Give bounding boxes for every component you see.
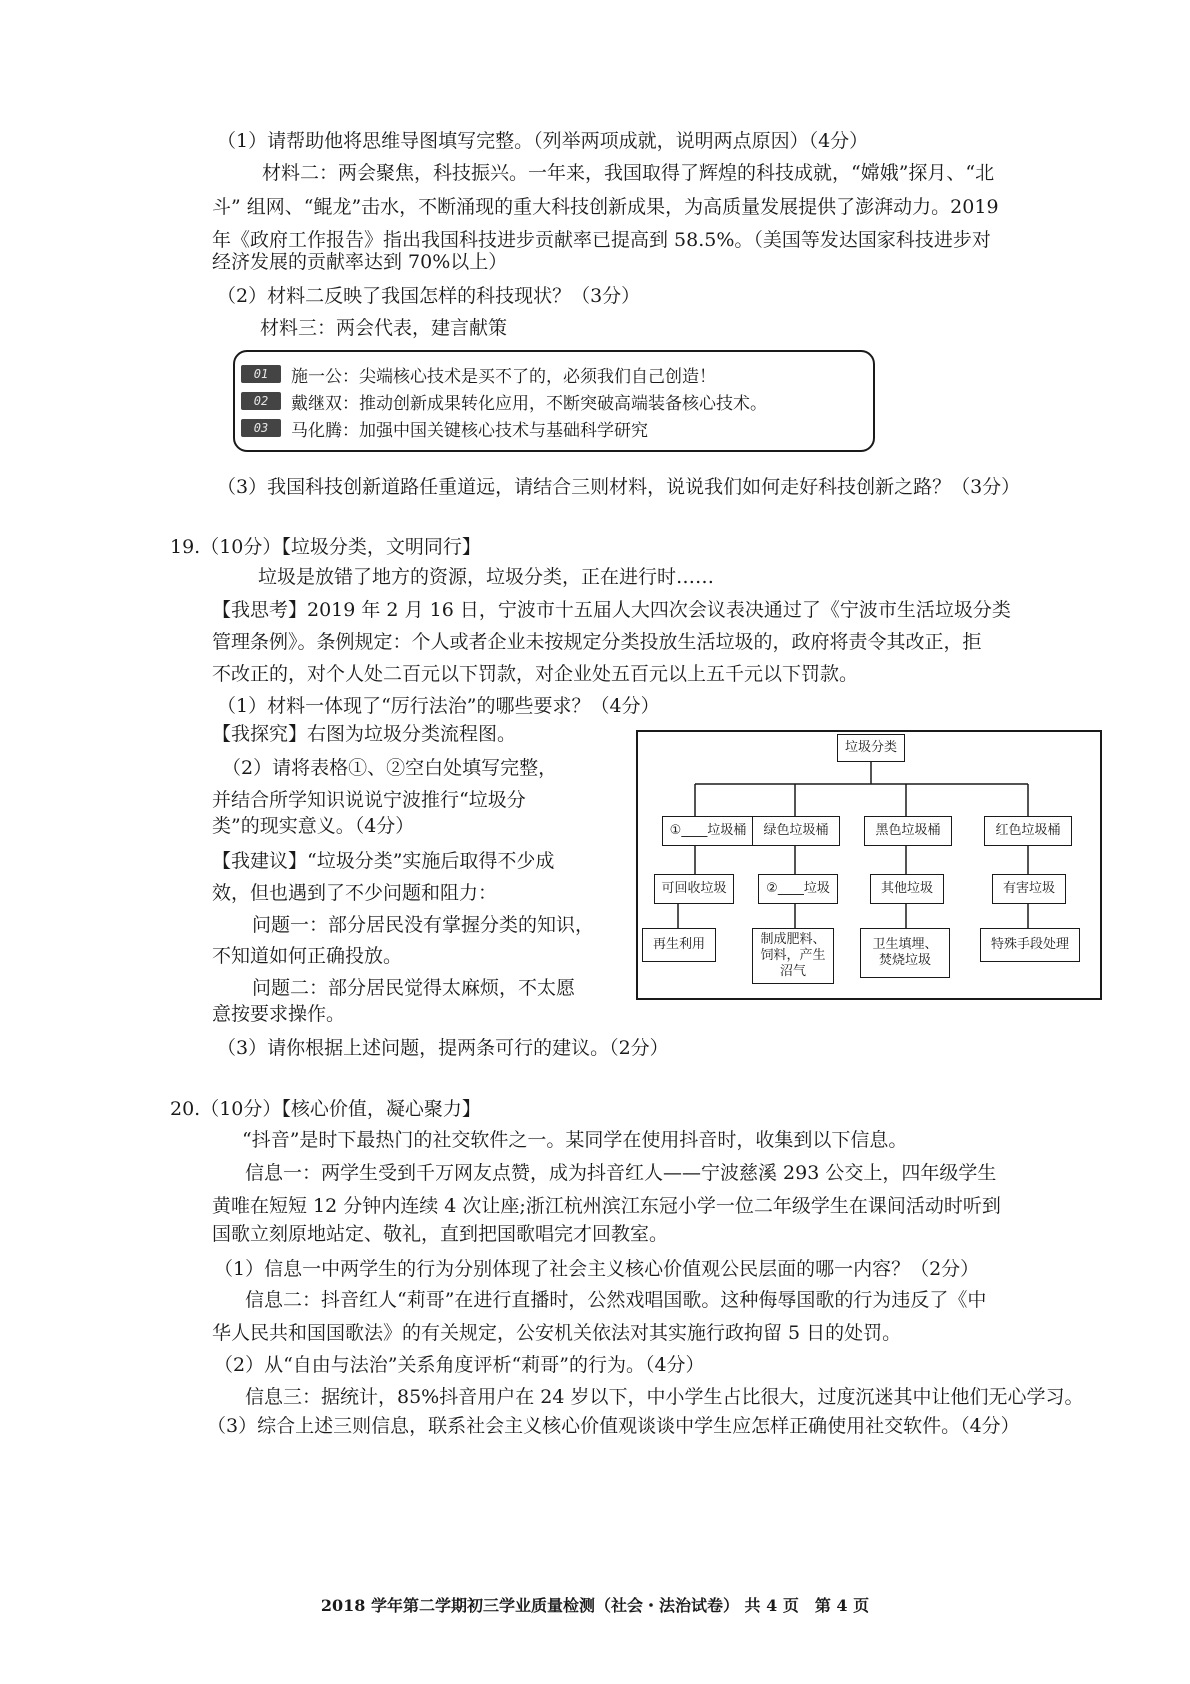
q20-info1-line1: 信息一：两学生受到千万网友点赞，成为抖音红人——宁波慈溪 293 公交上，四年级学生	[245, 1162, 997, 1184]
q20-info1-line3: 国歌立刻原地站定、敬礼，直到把国歌唱完才回教室。	[212, 1223, 669, 1245]
q19-think-line1: 【我思考】2019 年 2 月 16 日，宁波市十五届人大四次会议表决通过了《宁波市生活垃圾分类	[212, 599, 1011, 621]
q19-suggest-line1: 【我建议】“垃圾分类”实施后取得不少成	[212, 850, 555, 872]
flow-type-other: 其他垃圾	[870, 874, 944, 904]
flow-use-compost: 制成肥料、饲料，产生沼气	[752, 928, 834, 984]
flow-use-landfill: 卫生填埋、焚烧垃圾	[860, 928, 950, 978]
flow-bin-black: 黑色垃圾桶	[864, 816, 952, 846]
q18-material2-line1: 材料二：两会聚焦，科技振兴。一年来，我国取得了辉煌的科技成就，“嫦娥”探月、“北	[262, 162, 995, 184]
quote-text: 马化腾：加强中国关键核心技术与基础科学研究	[291, 420, 648, 441]
q18-sub2: （2）材料二反映了我国怎样的科技现状？（3分）	[217, 285, 641, 307]
quote-row	[241, 388, 767, 414]
number-badge: 02	[241, 392, 281, 410]
page-footer: 2018 学年第二学期初三学业质量检测（社会・法治试卷） 共 4 页 第 4 页	[320, 1596, 870, 1615]
q18-material3-title: 材料三：两会代表，建言献策	[260, 317, 508, 339]
q20-info2-line2: 华人民共和国国歌法》的有关规定，公安机关依法对其实施行政拘留 5 日的处罚。	[212, 1322, 902, 1344]
q18-material2-line4: 经济发展的贡献率达到 70%以上）	[212, 251, 508, 273]
flow-root: 垃圾分类	[837, 734, 905, 762]
q19-sub3: （3）请你根据上述问题，提两条可行的建议。（2分）	[217, 1037, 669, 1059]
number-badge: 01	[241, 365, 281, 383]
q18-sub1: （1）请帮助他将思维导图填写完整。（列举两项成就，说明两点原因）（4分）	[217, 130, 869, 152]
q19-problem1-line1: 问题一：部分居民没有掌握分类的知识，	[252, 914, 595, 936]
flow-use-recycle: 再生利用	[642, 928, 716, 962]
q20-info3: 信息三：据统计，85%抖音用户在 24 岁以下，中小学生占比很大，过度沉迷其中让他们无心学习。	[245, 1386, 1084, 1408]
q19-suggest-line2: 效，但也遇到了不少问题和阻力：	[212, 882, 498, 904]
q19-intro: 垃圾是放错了地方的资源，垃圾分类，正在进行时……	[258, 566, 715, 588]
q19-problem2-line1: 问题二：部分居民觉得太麻烦，不太愿	[252, 977, 576, 999]
flow-type-recyclable: 可回收垃圾	[654, 874, 734, 904]
quote-box	[233, 350, 875, 452]
flow-bin-green: 绿色垃圾桶	[752, 816, 840, 846]
q20-sub3: （3）综合上述三则信息，联系社会主义核心价值观谈谈中学生应怎样正确使用社交软件。（4分）	[207, 1415, 1020, 1437]
flow-bin-red: 红色垃圾桶	[984, 816, 1072, 846]
q19-heading: 19.（10分）【垃圾分类，文明同行】	[170, 536, 481, 558]
q20-sub2: （2）从“自由与法治”关系角度评析“莉哥”的行为。（4分）	[214, 1354, 705, 1376]
flow-bin-1: ①____垃圾桶	[662, 816, 754, 846]
q19-sub2-line1: （2）请将表格①、②空白处填写完整，	[222, 757, 558, 779]
q19-think-line3: 不改正的，对个人处二百元以下罚款，对企业处五百元以上五千元以下罚款。	[212, 663, 859, 685]
q19-think-line2: 管理条例》。条例规定：个人或者企业未按规定分类投放生活垃圾的，政府将责令其改正，拒	[212, 631, 982, 653]
q18-material2-line2: 斗” 组网、“鲲龙”击水，不断涌现的重大科技创新成果，为高质量发展提供了澎湃动力。2019	[212, 196, 999, 218]
q19-sub1: （1）材料一体现了“厉行法治”的哪些要求？（4分）	[217, 695, 660, 717]
quote-row	[241, 361, 716, 387]
q20-info2-line1: 信息二：抖音红人“莉哥”在进行直播时，公然戏唱国歌。这种侮辱国歌的行为违反了《中	[245, 1289, 987, 1311]
q18-sub3: （3）我国科技创新道路任重道远，请结合三则材料，说说我们如何走好科技创新之路？（3分）	[217, 476, 1021, 498]
flow-type-hazardous: 有害垃圾	[992, 874, 1066, 904]
flow-use-special: 特殊手段处理	[980, 928, 1080, 962]
garbage-flowchart	[636, 730, 1102, 1000]
quote-text: 施一公：尖端核心技术是买不了的，必须我们自己创造！	[291, 366, 716, 387]
flow-type-2: ②____垃圾	[758, 874, 838, 904]
quote-row	[241, 415, 648, 441]
q19-sub2-line3: 类”的现实意义。（4分）	[212, 815, 415, 837]
number-badge: 03	[241, 419, 281, 437]
q19-sub2-line2: 并结合所学知识说说宁波推行“垃圾分	[212, 789, 526, 811]
q20-intro: “抖音”是时下最热门的社交软件之一。某同学在使用抖音时，收集到以下信息。	[242, 1129, 908, 1151]
q20-info1-line2: 黄唯在短短 12 分钟内连续 4 次让座;浙江杭州滨江东冠小学一位二年级学生在课间活动时听到	[212, 1195, 1001, 1217]
quote-text: 戴继双：推动创新成果转化应用，不断突破高端装备核心技术。	[291, 393, 767, 414]
q18-material2-line3: 年《政府工作报告》指出我国科技进步贡献率已提高到 58.5%。（美国等发达国家科技进步对	[212, 229, 991, 251]
q20-sub1: （1）信息一中两学生的行为分别体现了社会主义核心价值观公民层面的哪一内容？（2分）	[214, 1258, 980, 1280]
q19-problem1-line2: 不知道如何正确投放。	[212, 945, 403, 967]
q19-problem2-line2: 意按要求操作。	[212, 1003, 346, 1025]
q19-explore: 【我探究】右图为垃圾分类流程图。	[212, 723, 517, 745]
q20-heading: 20.（10分）【核心价值，凝心聚力】	[170, 1098, 481, 1120]
